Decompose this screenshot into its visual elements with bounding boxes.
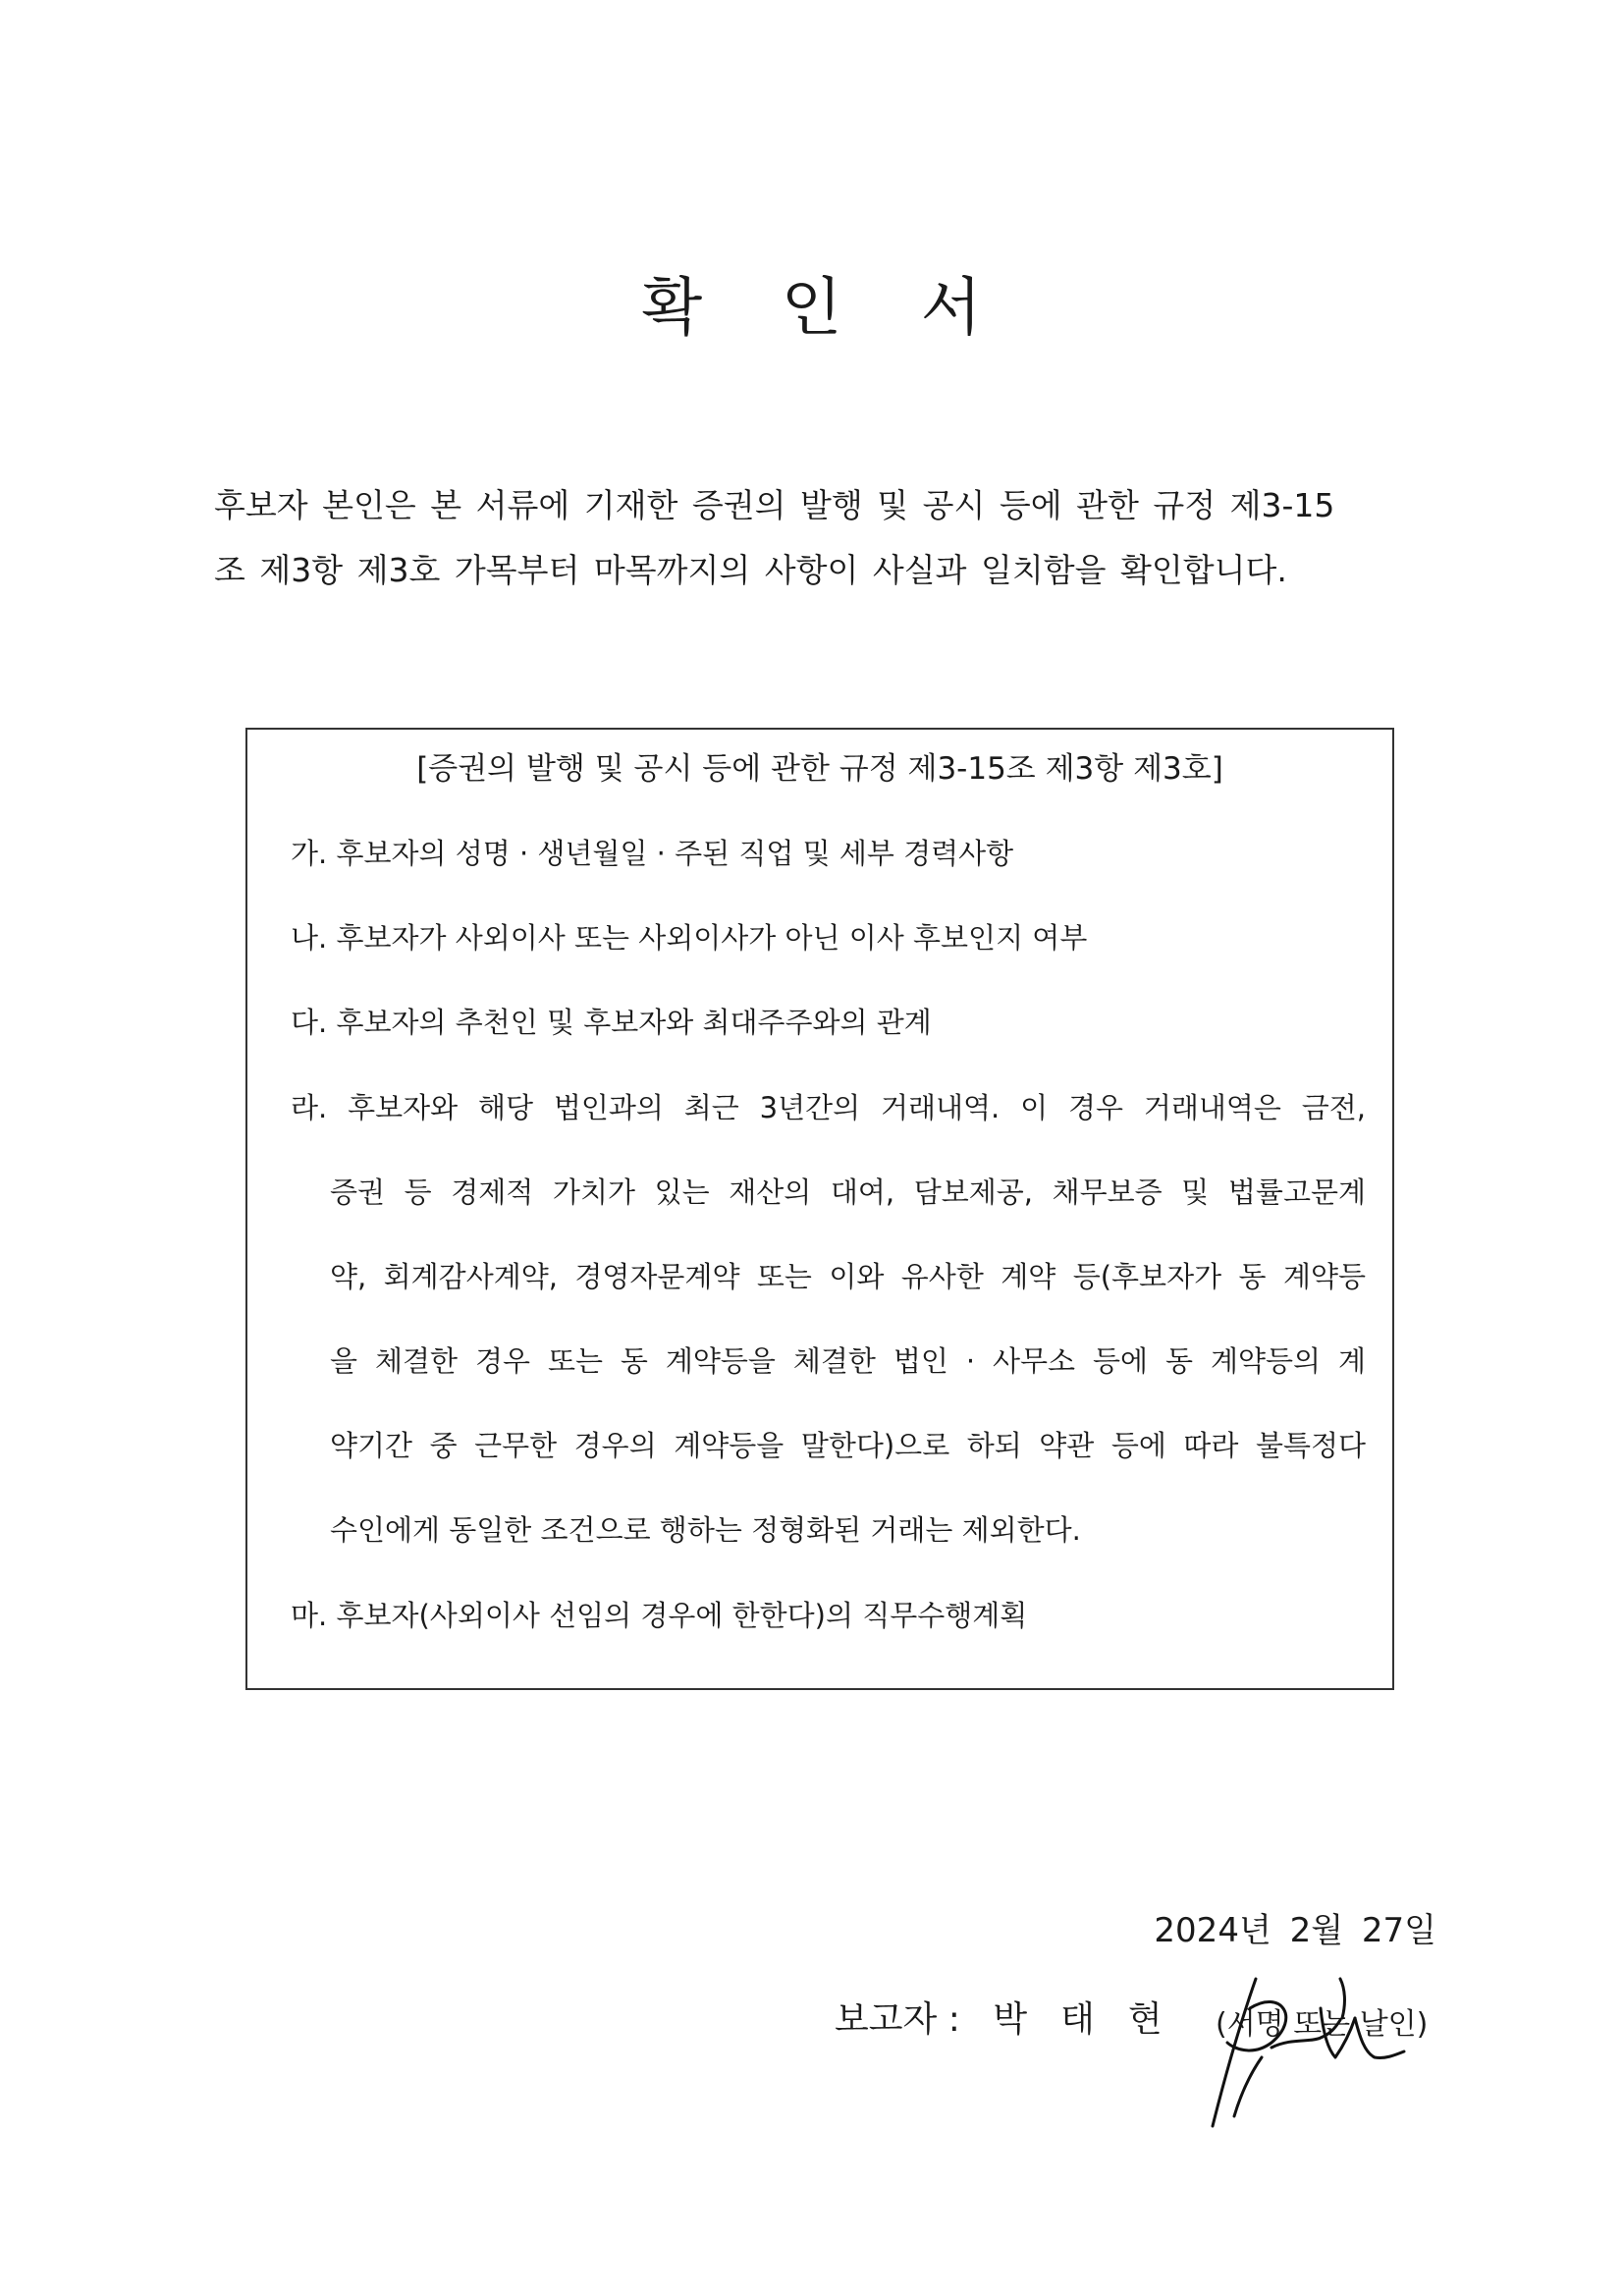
- intro-paragraph: [214, 473, 1451, 603]
- item-da: 다. 후보자의 추천인 및 후보자와 최대주주와의 관계: [291, 1006, 932, 1039]
- reporter-line: [835, 1992, 1196, 2042]
- sign-note: (서명 또는 날인): [1216, 2007, 1429, 2042]
- item-ga: 가. 후보자의 성명 · 생년월일 · 주된 직업 및 세부 경력사항: [291, 837, 1014, 870]
- intro-line: 후보자 본인은 본 서류에 기재한 증권의 발행 및 공시 등에 관한 규정 제3-15: [214, 486, 1335, 524]
- item-ra-continuation: 약기간 중 근무한 경우의 계약등을 말한다)으로 하되 약관 등에 따라 불특정다: [330, 1429, 1366, 1462]
- reporter-label: 보고자 :: [835, 1999, 960, 2040]
- item-ra-continuation: 을 체결한 경우 또는 동 계약등을 체결한 법인 · 사무소 등에 동 계약등의 계: [330, 1344, 1366, 1378]
- item-na: 나. 후보자가 사외이사 또는 사외이사가 아닌 이사 후보인지 여부: [291, 921, 1088, 955]
- handwritten-signature: [1173, 1949, 1419, 2146]
- item-ra-continuation: 약, 회계감사계약, 경영자문계약 또는 이와 유사한 계약 등(후보자가 동 계약등: [330, 1260, 1366, 1293]
- item-ra-continuation: 수인에게 동일한 조건으로 행하는 정형화된 거래는 제외한다.: [330, 1513, 1081, 1547]
- regulation-heading: [증권의 발행 및 공시 등에 관한 규정 제3-15조 제3항 제3호]: [416, 751, 1223, 787]
- intro-line: 조 제3항 제3호 가목부터 마목까지의 사항이 사실과 일치함을 확인합니다.: [214, 551, 1287, 589]
- document-date: 2024년 2월 27일: [1154, 1911, 1436, 1950]
- reporter-name: 박태현: [993, 1999, 1196, 2040]
- item-ra: 라. 후보자와 해당 법인과의 최근 3년간의 거래내역. 이 경우 거래내역은 금전,: [291, 1091, 1366, 1124]
- regulation-box: [245, 728, 1394, 1690]
- item-ra-continuation: 증권 등 경제적 가치가 있는 재산의 대여, 담보제공, 채무보증 및 법률고문계: [330, 1175, 1366, 1209]
- document-title: 확 인 서: [641, 272, 1011, 345]
- item-ma: 마. 후보자(사외이사 선임의 경우에 한한다)의 직무수행계획: [291, 1599, 1028, 1632]
